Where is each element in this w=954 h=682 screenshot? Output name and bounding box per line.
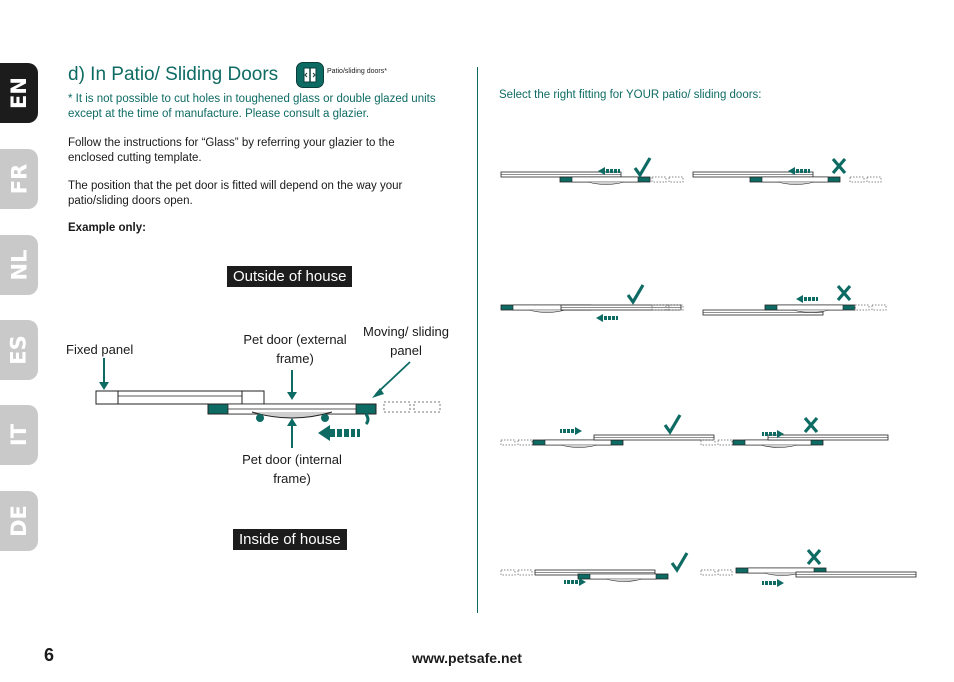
tab-nl-label: NL: [7, 249, 31, 281]
tab-es-label: ES: [6, 335, 31, 365]
section-title: d) In Patio/ Sliding Doors: [68, 64, 279, 85]
icon-caption: Patio/sliding doors*: [327, 68, 387, 75]
pet-door-internal-label: Pet door (internal frame): [242, 452, 342, 486]
position-text: The position that the pet door is fitted will depend on the way your patio/sliding doors open.: [68, 180, 403, 207]
example-label: Example only:: [68, 222, 146, 234]
fitting-row-3-correct: [501, 415, 714, 448]
tab-it-label: IT: [6, 423, 31, 447]
page-number: 6: [44, 645, 55, 665]
tab-de-label: DE: [7, 505, 31, 537]
fixed-panel-label: Fixed panel: [66, 342, 134, 357]
warning-text: * It is not possible to cut holes in toughened glass or double glazed units except at the time of manufacture. Please consult a glazier.: [68, 93, 436, 120]
moving-panel-label: Moving/ sliding panel: [363, 324, 449, 358]
tab-en-label: EN: [6, 77, 31, 109]
outside-label: Outside of house: [227, 266, 352, 287]
tab-fr-label: FR: [6, 163, 31, 195]
fitting-row-2-correct: [501, 285, 683, 322]
fitting-row-1-incorrect: [693, 159, 881, 185]
fittings-heading: Select the right fitting for YOUR patio/ sliding doors:: [499, 89, 762, 101]
website-link[interactable]: www.petsafe.net: [412, 650, 522, 666]
pet-door-external-label: Pet door (external frame): [243, 332, 347, 366]
fitting-row-2-incorrect: [703, 286, 886, 315]
inside-label: Inside of house: [233, 529, 347, 550]
fitting-row-4-incorrect: [701, 550, 916, 587]
fitting-row-4-correct: [501, 553, 687, 586]
instruction-text: Follow the instructions for “Glass” by referring your glazier to the enclosed cutting template.: [68, 137, 395, 164]
fitting-row-3-incorrect: [701, 418, 888, 448]
fitting-row-1-correct: [501, 158, 683, 185]
